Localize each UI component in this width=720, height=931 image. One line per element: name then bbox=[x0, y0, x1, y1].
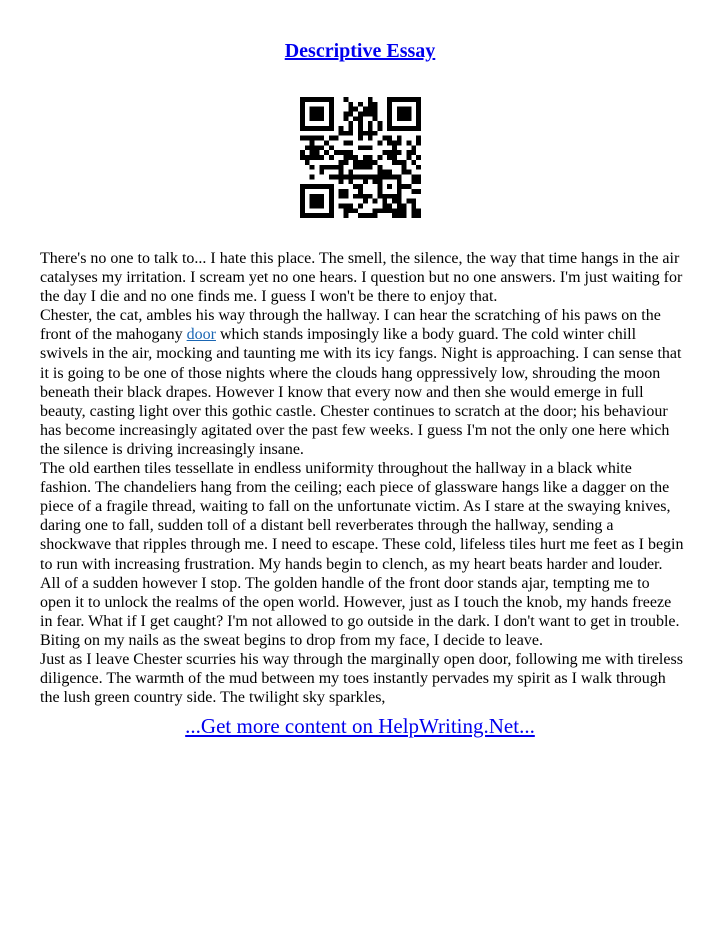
essay-body bbox=[40, 249, 684, 707]
paragraph-2 bbox=[40, 306, 684, 459]
paragraph-4: Just as I leave Chester scurries his way through the marginally open door, following me with tireless diligence. The warmth of the mud between my toes instantly pervades my spirit as I walk through the lush green country side. The twilight sky sparkles, bbox=[40, 650, 683, 707]
qr-code-icon bbox=[300, 97, 421, 218]
paragraph-2-after: which stands imposingly like a body guard. The cold winter chill swivels in the air, mocking and taunting me with its icy fangs. Night is approaching. I can sense that it is going to be one of those nights where the clouds hang oppressively low, shrouding the moon beneath their black drapes. However I know that every now and then she would emerge in full beauty, casting light over this gothic castle. Chester continues to scratch at the door; his behaviour has become increasingly agitated over the past few weeks. I guess I'm not the only one here which the silence is driving increasingly insane. bbox=[40, 326, 682, 458]
more-content bbox=[0, 714, 720, 739]
paragraph-1: There's no one to talk to... I hate this place. The smell, the silence, the way that time hangs in the air catalyses my irritation. I scream yet no one hears. I question but no one answers. I'm just waiting for the day I die and no one finds me. I guess I won't be there to enjoy that. bbox=[40, 250, 683, 306]
door-link[interactable]: door bbox=[186, 326, 216, 344]
paragraph-3: The old earthen tiles tessellate in endless uniformity throughout the hallway in a black white fashion. The chandeliers hang from the ceiling; each piece of glassware hangs like a dagger on the piece of a fragile thread, waiting to fall on the unfortunate victim. As I stare at the swaying knives, daring one to fall, sudden toll of a distant bell reverberates through the hallway, sending a shockwave that ripples through me. I need to escape. These cold, lifeless tiles hurt me feet as I begin to run with increasing frustration. My hands begin to clench, as my heart beats harder and louder. All of a sudden however I stop. The golden handle of the front door stands ajar, tempting me to open it to unlock the realms of the open world. However, just as I touch the knob, my hands freeze in fear. What if I get caught? I'm not allowed to go outside in the dark. I don't want to get in trouble. Biting on my nails as the sweat begins to drop from my face, I decide to leave. bbox=[40, 460, 684, 649]
page-title bbox=[0, 40, 720, 63]
paragraph-2-before: Chester, the cat, ambles his way through the hallway. I can hear the scratching of his paws on the front of the mahogany bbox=[40, 307, 661, 344]
title-link[interactable]: Descriptive Essay bbox=[284, 40, 436, 62]
more-content-link[interactable]: ...Get more content on HelpWriting.Net... bbox=[185, 714, 535, 738]
